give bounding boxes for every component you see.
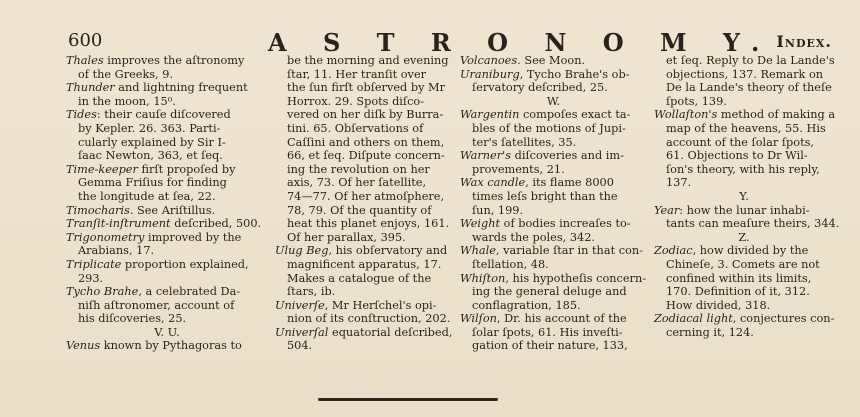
index-text: . See Moon. — [517, 54, 586, 67]
index-text: gation of their nature, 133, — [472, 339, 628, 353]
index-line — [275, 81, 453, 95]
end-ornament-rule — [318, 398, 498, 401]
index-text: 74—77. Of her atmoſphere, — [287, 189, 445, 203]
index-line — [275, 136, 453, 150]
index-line — [66, 244, 268, 258]
index-text: , Mr Herſchel's opi- — [324, 298, 437, 312]
index-text: 78, 79. Of the quantity of — [287, 203, 432, 217]
index-line — [275, 204, 453, 218]
index-text: ter's ſatellites, 35. — [472, 135, 577, 149]
index-line — [460, 231, 647, 245]
index-line — [654, 285, 834, 299]
index-term: Uraniburg — [460, 67, 520, 81]
index-line — [275, 231, 453, 245]
index-line — [66, 285, 268, 299]
index-line — [654, 244, 834, 258]
index-term: Whiſton — [460, 271, 506, 285]
index-text: How divided, 318. — [666, 298, 771, 312]
index-text: Caſſini and others on them, — [287, 135, 445, 149]
index-line — [460, 312, 647, 326]
index-text: 504. — [287, 339, 313, 353]
index-text: improved by the — [144, 230, 242, 244]
index-line — [66, 190, 268, 204]
index-text: Chineſe, 3. Comets are not — [666, 257, 820, 271]
index-text: , his obſervatory and — [328, 244, 448, 258]
index-term: Tides — [66, 108, 97, 122]
index-letter-heading: Z. — [738, 230, 750, 244]
index-text: magnificent apparatus, 17. — [287, 257, 442, 271]
index-text: Of her parallax, 395. — [287, 230, 406, 244]
index-line — [275, 244, 453, 258]
index-term: Year — [654, 203, 680, 217]
index-term: Triplicate — [66, 257, 122, 271]
index-line — [460, 68, 647, 82]
index-line — [66, 258, 268, 272]
index-text: method of making a — [717, 108, 836, 122]
index-line — [66, 149, 268, 163]
index-line — [654, 81, 834, 95]
index-line — [460, 204, 647, 218]
index-line — [654, 54, 834, 68]
index-letter-heading: Y. — [739, 189, 749, 203]
index-text: ſervatory deſcribed, 25. — [472, 81, 608, 95]
index-term: Univerſal — [275, 325, 329, 339]
index-text: cerning it, 124. — [666, 325, 754, 339]
index-text: proportion explained, — [121, 257, 249, 271]
index-text: ſtars, ib. — [287, 285, 336, 299]
index-line — [654, 68, 834, 82]
index-text: ing the revolution on her — [287, 162, 430, 176]
index-term: Venus — [66, 339, 101, 353]
index-text: nion of its conſtruction, 202. — [287, 312, 451, 326]
page-header — [68, 30, 832, 56]
index-text: provements, 21. — [472, 162, 565, 176]
index-line — [654, 326, 834, 340]
index-text: , variable ſtar in that con- — [495, 244, 643, 258]
index-text: account of the ſolar ſpots, — [666, 135, 815, 149]
index-line — [275, 299, 453, 313]
index-text: tini. 65. Obſervations of — [287, 121, 424, 135]
index-column-1 — [66, 54, 268, 353]
index-text: Arabians, 17. — [78, 244, 155, 258]
index-text: ſun, 199. — [472, 203, 524, 217]
index-line — [66, 122, 268, 136]
index-line — [66, 312, 268, 326]
index-line — [460, 299, 647, 313]
index-text: 61. Objections to Dr Wil- — [666, 149, 808, 163]
index-line — [66, 68, 268, 82]
index-line — [275, 108, 453, 122]
index-line — [460, 258, 647, 272]
index-line — [275, 285, 453, 299]
index-text: niſh aſtronomer, account of — [78, 298, 235, 312]
index-line — [654, 149, 834, 163]
index-line — [654, 176, 834, 190]
index-line — [66, 217, 268, 231]
index-column-3 — [460, 54, 647, 353]
index-term: Volcanoes — [460, 54, 518, 67]
index-text: Gemma Friſius for finding — [78, 176, 227, 190]
index-line — [460, 244, 647, 258]
index-text: and lightning frequent — [114, 81, 248, 95]
index-term: Wax candle — [460, 176, 526, 190]
index-line — [275, 217, 453, 231]
index-term: Tycho Brahe — [66, 285, 139, 299]
index-text: his diſcoveries, 25. — [78, 312, 187, 326]
index-text: 293. — [78, 271, 104, 285]
index-line — [66, 339, 268, 353]
index-text: of bodies increaſes to- — [500, 217, 631, 231]
index-line — [460, 339, 647, 353]
index-line — [275, 312, 453, 326]
index-text: deſcribed, 500. — [170, 217, 262, 231]
index-line — [275, 149, 453, 163]
index-text: 137. — [666, 176, 692, 190]
index-line — [66, 95, 268, 109]
index-line — [654, 163, 834, 177]
index-text: objections, 137. Remark on — [666, 67, 824, 81]
index-line — [654, 204, 834, 218]
index-line — [460, 54, 647, 68]
index-text: wards the poles, 342. — [472, 230, 595, 244]
index-line — [654, 299, 834, 313]
index-text: ſtellation, 48. — [472, 257, 549, 271]
index-text: map of the heavens, 55. His — [666, 121, 826, 135]
index-text: , Dr. his account of the — [496, 312, 627, 326]
index-line — [460, 272, 647, 286]
index-term: Wargentin — [460, 108, 520, 122]
index-line — [460, 108, 647, 122]
index-line — [654, 95, 834, 109]
page-number: 600 — [68, 30, 103, 51]
index-line — [654, 258, 834, 272]
index-column-4 — [654, 54, 840, 339]
index-term: Whale — [460, 244, 496, 258]
index-text: , a celebrated Da- — [138, 285, 241, 299]
index-line — [66, 231, 268, 245]
index-text: compoſes exact ta- — [519, 108, 631, 122]
index-term: Weight — [460, 217, 501, 231]
index-text: Horrox. 29. Spots diſco- — [287, 94, 425, 108]
index-line — [275, 68, 453, 82]
index-text: firſt propoſed by — [137, 162, 236, 176]
index-term: Zodiacal light — [654, 312, 733, 326]
index-line — [460, 326, 647, 340]
index-line — [66, 54, 268, 68]
index-text: the longitude at ſea, 22. — [78, 189, 216, 203]
index-line — [460, 176, 647, 190]
index-text: , his hypotheſis concern- — [505, 271, 647, 285]
index-text: known by Pythagoras to — [100, 339, 242, 353]
index-text: cularly explained by Sir I- — [78, 135, 226, 149]
index-term: Zodiac — [654, 244, 693, 258]
index-line — [460, 163, 647, 177]
index-line — [275, 95, 453, 109]
index-term: Timocharis — [66, 203, 130, 217]
index-text: , Tycho Brahe's ob- — [519, 67, 630, 81]
index-text: heat this planet enjoys, 161. — [287, 217, 450, 231]
index-text: the ſun firſt obſerved by Mr — [287, 81, 446, 95]
index-line — [66, 272, 268, 286]
index-line — [275, 258, 453, 272]
index-line — [460, 149, 647, 163]
index-term: Time-keeper — [66, 162, 138, 176]
index-text: ſtar, 11. Her tranſit over — [287, 67, 427, 81]
index-letter-heading: W. — [546, 94, 561, 108]
index-text: . See Ariſtillus. — [129, 203, 216, 217]
index-text: ſolar ſpots, 61. His inveſti- — [472, 325, 623, 339]
index-text: ſaac Newton, 363, et ſeq. — [78, 149, 223, 163]
index-line — [66, 163, 268, 177]
index-term: Wollaſton's — [654, 108, 718, 122]
index-column-2 — [275, 54, 453, 353]
index-text: Makes a catalogue of the — [287, 271, 432, 285]
index-text: : their cauſe diſcovered — [96, 108, 231, 122]
index-line — [275, 272, 453, 286]
index-line — [654, 272, 834, 286]
index-text: 66, et ſeq. Diſpute concern- — [287, 149, 445, 163]
index-line — [654, 136, 834, 150]
index-text: bles of the motions of Jupi- — [472, 121, 626, 135]
index-line — [275, 176, 453, 190]
index-line — [654, 312, 834, 326]
index-text: et ſeq. Reply to De la Lande's — [666, 54, 835, 67]
index-line — [460, 217, 647, 231]
index-term: Trigonometry — [66, 230, 145, 244]
index-line — [275, 190, 453, 204]
index-line — [275, 54, 453, 68]
index-text: vered on her diſk by Burra- — [287, 108, 444, 122]
index-text: ſon's theory, with his reply, — [666, 162, 820, 176]
index-term: Ulug Beg — [275, 244, 329, 258]
index-line — [275, 163, 453, 177]
index-term: Wilſon — [460, 312, 497, 326]
index-text: : how the lunar inhabi- — [679, 203, 810, 217]
index-text: conflagration, 185. — [472, 298, 581, 312]
index-text: tants can meaſure theirs, 344. — [666, 217, 840, 231]
index-line — [460, 136, 647, 150]
index-term: Thales — [66, 54, 104, 67]
index-term: Thunder — [66, 81, 115, 95]
index-text: ſpots, 139. — [666, 94, 727, 108]
index-line — [275, 326, 453, 340]
index-text: of the Greeks, 9. — [78, 67, 174, 81]
index-line — [275, 339, 453, 353]
index-text: , conjectures con- — [732, 312, 835, 326]
index-line — [275, 122, 453, 136]
index-line — [460, 81, 647, 95]
index-text: be the morning and evening — [287, 54, 449, 67]
index-line — [654, 122, 834, 136]
running-title: A S T R O N O M Y. — [268, 28, 774, 57]
index-term: Univerſe — [275, 298, 325, 312]
index-line — [460, 122, 647, 136]
index-text: , how divided by the — [692, 244, 809, 258]
index-letter-heading: V. U. — [154, 325, 180, 339]
index-line — [460, 285, 647, 299]
index-term: Tranſit-inſtrument — [66, 217, 171, 231]
index-text: confined within its limits, — [666, 271, 812, 285]
index-text: times leſs bright than the — [472, 189, 618, 203]
index-line — [66, 299, 268, 313]
index-line — [66, 81, 268, 95]
index-text: , its flame 8000 — [525, 176, 614, 190]
index-line — [654, 108, 834, 122]
index-text: axis, 73. Of her ſatellite, — [287, 176, 427, 190]
index-line — [654, 217, 840, 231]
index-text: improves the aſtronomy — [103, 54, 245, 67]
index-line — [66, 108, 268, 122]
index-text: in the moon, 15⁰. — [78, 94, 176, 108]
section-label: Index. — [776, 32, 832, 51]
index-line — [66, 204, 268, 218]
index-line — [66, 136, 268, 150]
index-text: by Kepler. 26. 363. Parti- — [78, 121, 221, 135]
index-line — [460, 190, 647, 204]
index-text: diſcoveries and im- — [511, 149, 624, 163]
index-term: Warner's — [460, 149, 512, 163]
index-line — [66, 176, 268, 190]
index-text: ing the general deluge and — [472, 285, 627, 299]
index-text: 170. Definition of it, 312. — [666, 285, 810, 299]
index-text: De la Lande's theory of theſe — [666, 81, 832, 95]
index-text: equatorial deſcribed, — [328, 325, 453, 339]
